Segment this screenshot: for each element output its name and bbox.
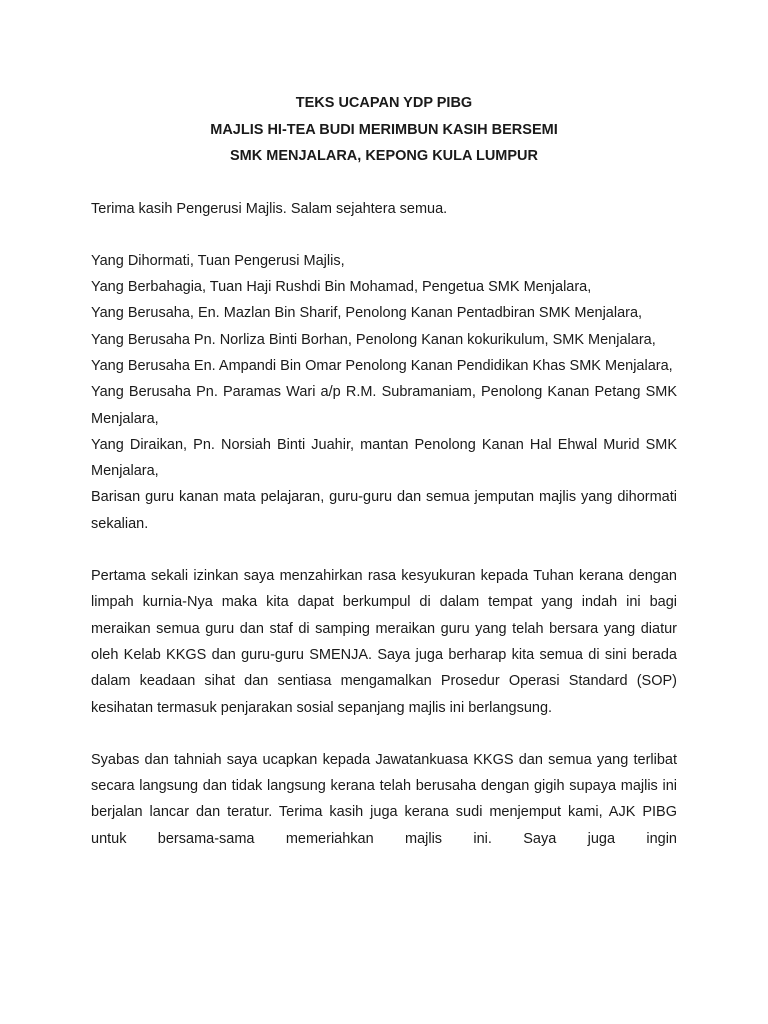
title-line-1: TEKS UCAPAN YDP PIBG bbox=[295, 95, 473, 111]
salutation-item: Barisan guru kanan mata pelajaran, guru-guru dan semua jemputan majlis yang dihormati sekalian. bbox=[91, 489, 677, 532]
salutation-item: Yang Diraikan, Pn. Norsiah Binti Juahir, mantan Penolong Kanan Hal Ehwal Murid SMK Menjalara, bbox=[91, 436, 677, 480]
title-line-2: MAJLIS HI-TEA BUDI MERIMBUN KASIH BERSEMI bbox=[210, 121, 558, 138]
salutation-item: Yang Berusaha Pn. Norliza Binti Borhan, Penolong Kanan kokurikulum, SMK Menjalara, bbox=[91, 331, 656, 348]
body-paragraph-1 bbox=[91, 563, 677, 721]
paragraph-text: Pertama sekali izinkan saya menzahirkan rasa kesyukuran kepada Tuhan kerana dengan limpah kurnia-Nya maka kita dapat berkumpul di dalam tempat yang indah ini bagi meraikan semua guru dan staf di samping meraikan guru yang telah bersara yang diatur oleh Kelab KKGS dan guru-guru SMENJA. Saya juga berharap kita semua di sini berada dalam keadaan sihat dan sentiasa mengamalkan Prosedur Operasi Standard (SOP) kesihatan termasuk penjarakan sosial sepanjang majlis ini berlangsung. bbox=[91, 568, 677, 716]
salutation-item: Yang Berusaha, En. Mazlan Bin Sharif, Penolong Kanan Pentadbiran SMK Menjalara, bbox=[91, 305, 643, 322]
body-paragraph-2 bbox=[91, 747, 677, 852]
salutation-item: Yang Berbahagia, Tuan Haji Rushdi Bin Mohamad, Pengetua SMK Menjalara, bbox=[91, 279, 592, 296]
title-line-3: SMK MENJALARA, KEPONG KULA LUMPUR bbox=[230, 148, 538, 164]
paragraph-text: Syabas dan tahniah saya ucapkan kepada Jawatankuasa KKGS dan semua yang terlibat secara langsung dan tidak langsung kerana telah berusaha dengan gigih supaya majlis ini berjalan lancar dan teratur. Terima kasih juga kerana sudi menjemput kami, AJK PIBG untuk bersama-sama memeriahkan majlis ini. Saya juga ingin bbox=[91, 751, 677, 847]
document-title bbox=[91, 90, 677, 170]
opening-paragraph bbox=[91, 196, 677, 222]
salutation-item: Yang Berusaha Pn. Paramas Wari a/p R.M. Subramaniam, Penolong Kanan Petang SMK Menjalara, bbox=[91, 384, 677, 427]
salutation-item: Yang Dihormati, Tuan Pengerusi Majlis, bbox=[91, 252, 345, 269]
salutation-list bbox=[91, 248, 677, 537]
salutation-item: Yang Berusaha En. Ampandi Bin Omar Penolong Kanan Pendidikan Khas SMK Menjalara, bbox=[91, 357, 673, 374]
opening-text: Terima kasih Pengerusi Majlis. Salam sejahtera semua. bbox=[91, 200, 448, 217]
